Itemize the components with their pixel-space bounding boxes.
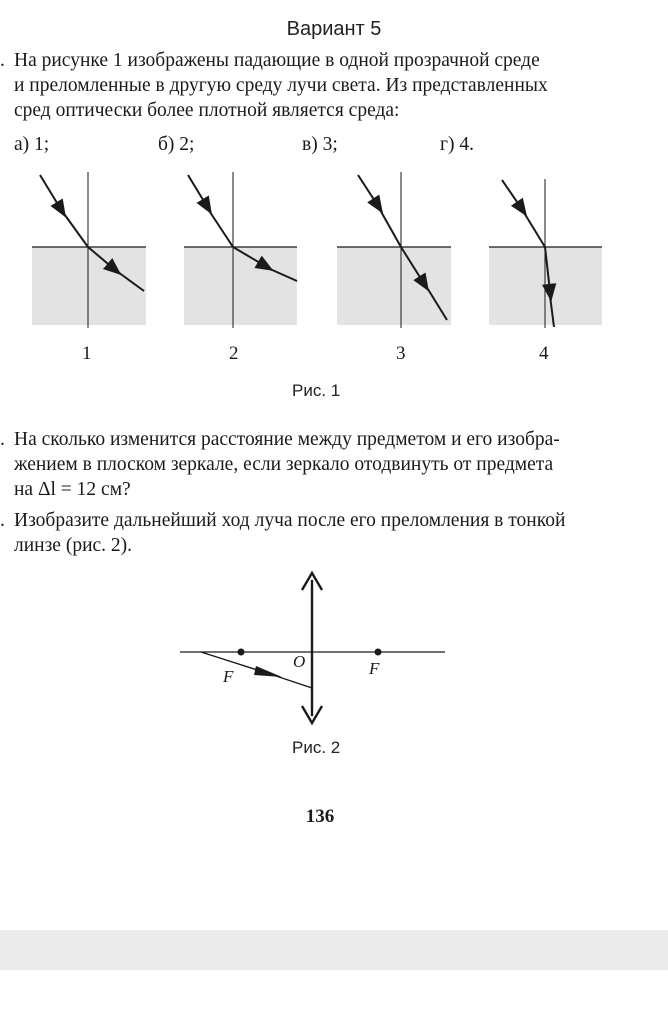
- medium-2-region: [184, 247, 297, 325]
- incident-ray: [502, 180, 526, 215]
- question-3-text: [14, 508, 660, 558]
- lens-diagram: [180, 573, 445, 723]
- medium-2-region: [337, 247, 451, 325]
- page-title: Вариант 5: [286, 18, 382, 40]
- focus-point-right: [375, 649, 382, 656]
- figure-1-caption: Рис. 1: [292, 381, 341, 400]
- incident-ray: [40, 175, 65, 216]
- option-b: б) 2;: [158, 134, 195, 155]
- refraction-panel-2: [184, 172, 297, 328]
- option-c: в) 3;: [302, 134, 338, 155]
- bottom-bar: [0, 930, 668, 970]
- focus-point-left: [238, 649, 245, 656]
- incident-ray: [62, 211, 88, 247]
- text-line: Изобразите дальнейший ход луча после его преломления в тонкой: [14, 510, 566, 531]
- lens-center-label: O: [293, 652, 306, 671]
- incident-ray: [188, 175, 211, 213]
- incident-ray: [523, 211, 545, 247]
- question-bullet: .: [0, 429, 5, 450]
- option-d: г) 4.: [440, 134, 474, 155]
- medium-2-region: [32, 247, 146, 325]
- text-line: на Δl = 12 см?: [14, 479, 131, 500]
- panel-label-4: 4: [539, 343, 549, 364]
- refraction-panel-1: [32, 172, 146, 328]
- incident-ray: [358, 175, 382, 212]
- refraction-panel-4: [489, 179, 602, 328]
- text-line: и преломленные в другую среду лучи света. Из представленных: [14, 75, 548, 96]
- text-line: жением в плоском зеркале, если зеркало отодвинуть от предмета: [14, 454, 554, 475]
- focus-label-left: F: [223, 667, 234, 686]
- figure-2-caption: Рис. 2: [292, 738, 341, 757]
- page-number: 136: [305, 806, 335, 827]
- panel-label-1: 1: [82, 343, 92, 364]
- incident-ray: [208, 209, 233, 247]
- panel-label-3: 3: [396, 343, 406, 364]
- refraction-panel-3: [337, 172, 451, 328]
- text-line: На рисунке 1 изображены падающие в одной прозрачной среде: [14, 50, 540, 71]
- question-3: [0, 508, 660, 558]
- light-ray: [270, 674, 312, 688]
- panel-label-2: 2: [229, 343, 239, 364]
- text-line: линзе (рис. 2).: [14, 535, 133, 556]
- question-2: [0, 427, 660, 502]
- incident-ray: [379, 208, 401, 247]
- text-line: сред оптически более плотной является среда:: [14, 100, 400, 121]
- question-bullet: .: [0, 510, 5, 531]
- ray-arrow: [254, 666, 282, 677]
- text-line: На сколько изменится расстояние между предметом и его изобра-: [14, 429, 560, 450]
- question-bullet: .: [0, 50, 5, 71]
- focus-label-right: F: [369, 659, 380, 678]
- question-2-text: [14, 427, 660, 502]
- option-a: а) 1;: [14, 134, 50, 155]
